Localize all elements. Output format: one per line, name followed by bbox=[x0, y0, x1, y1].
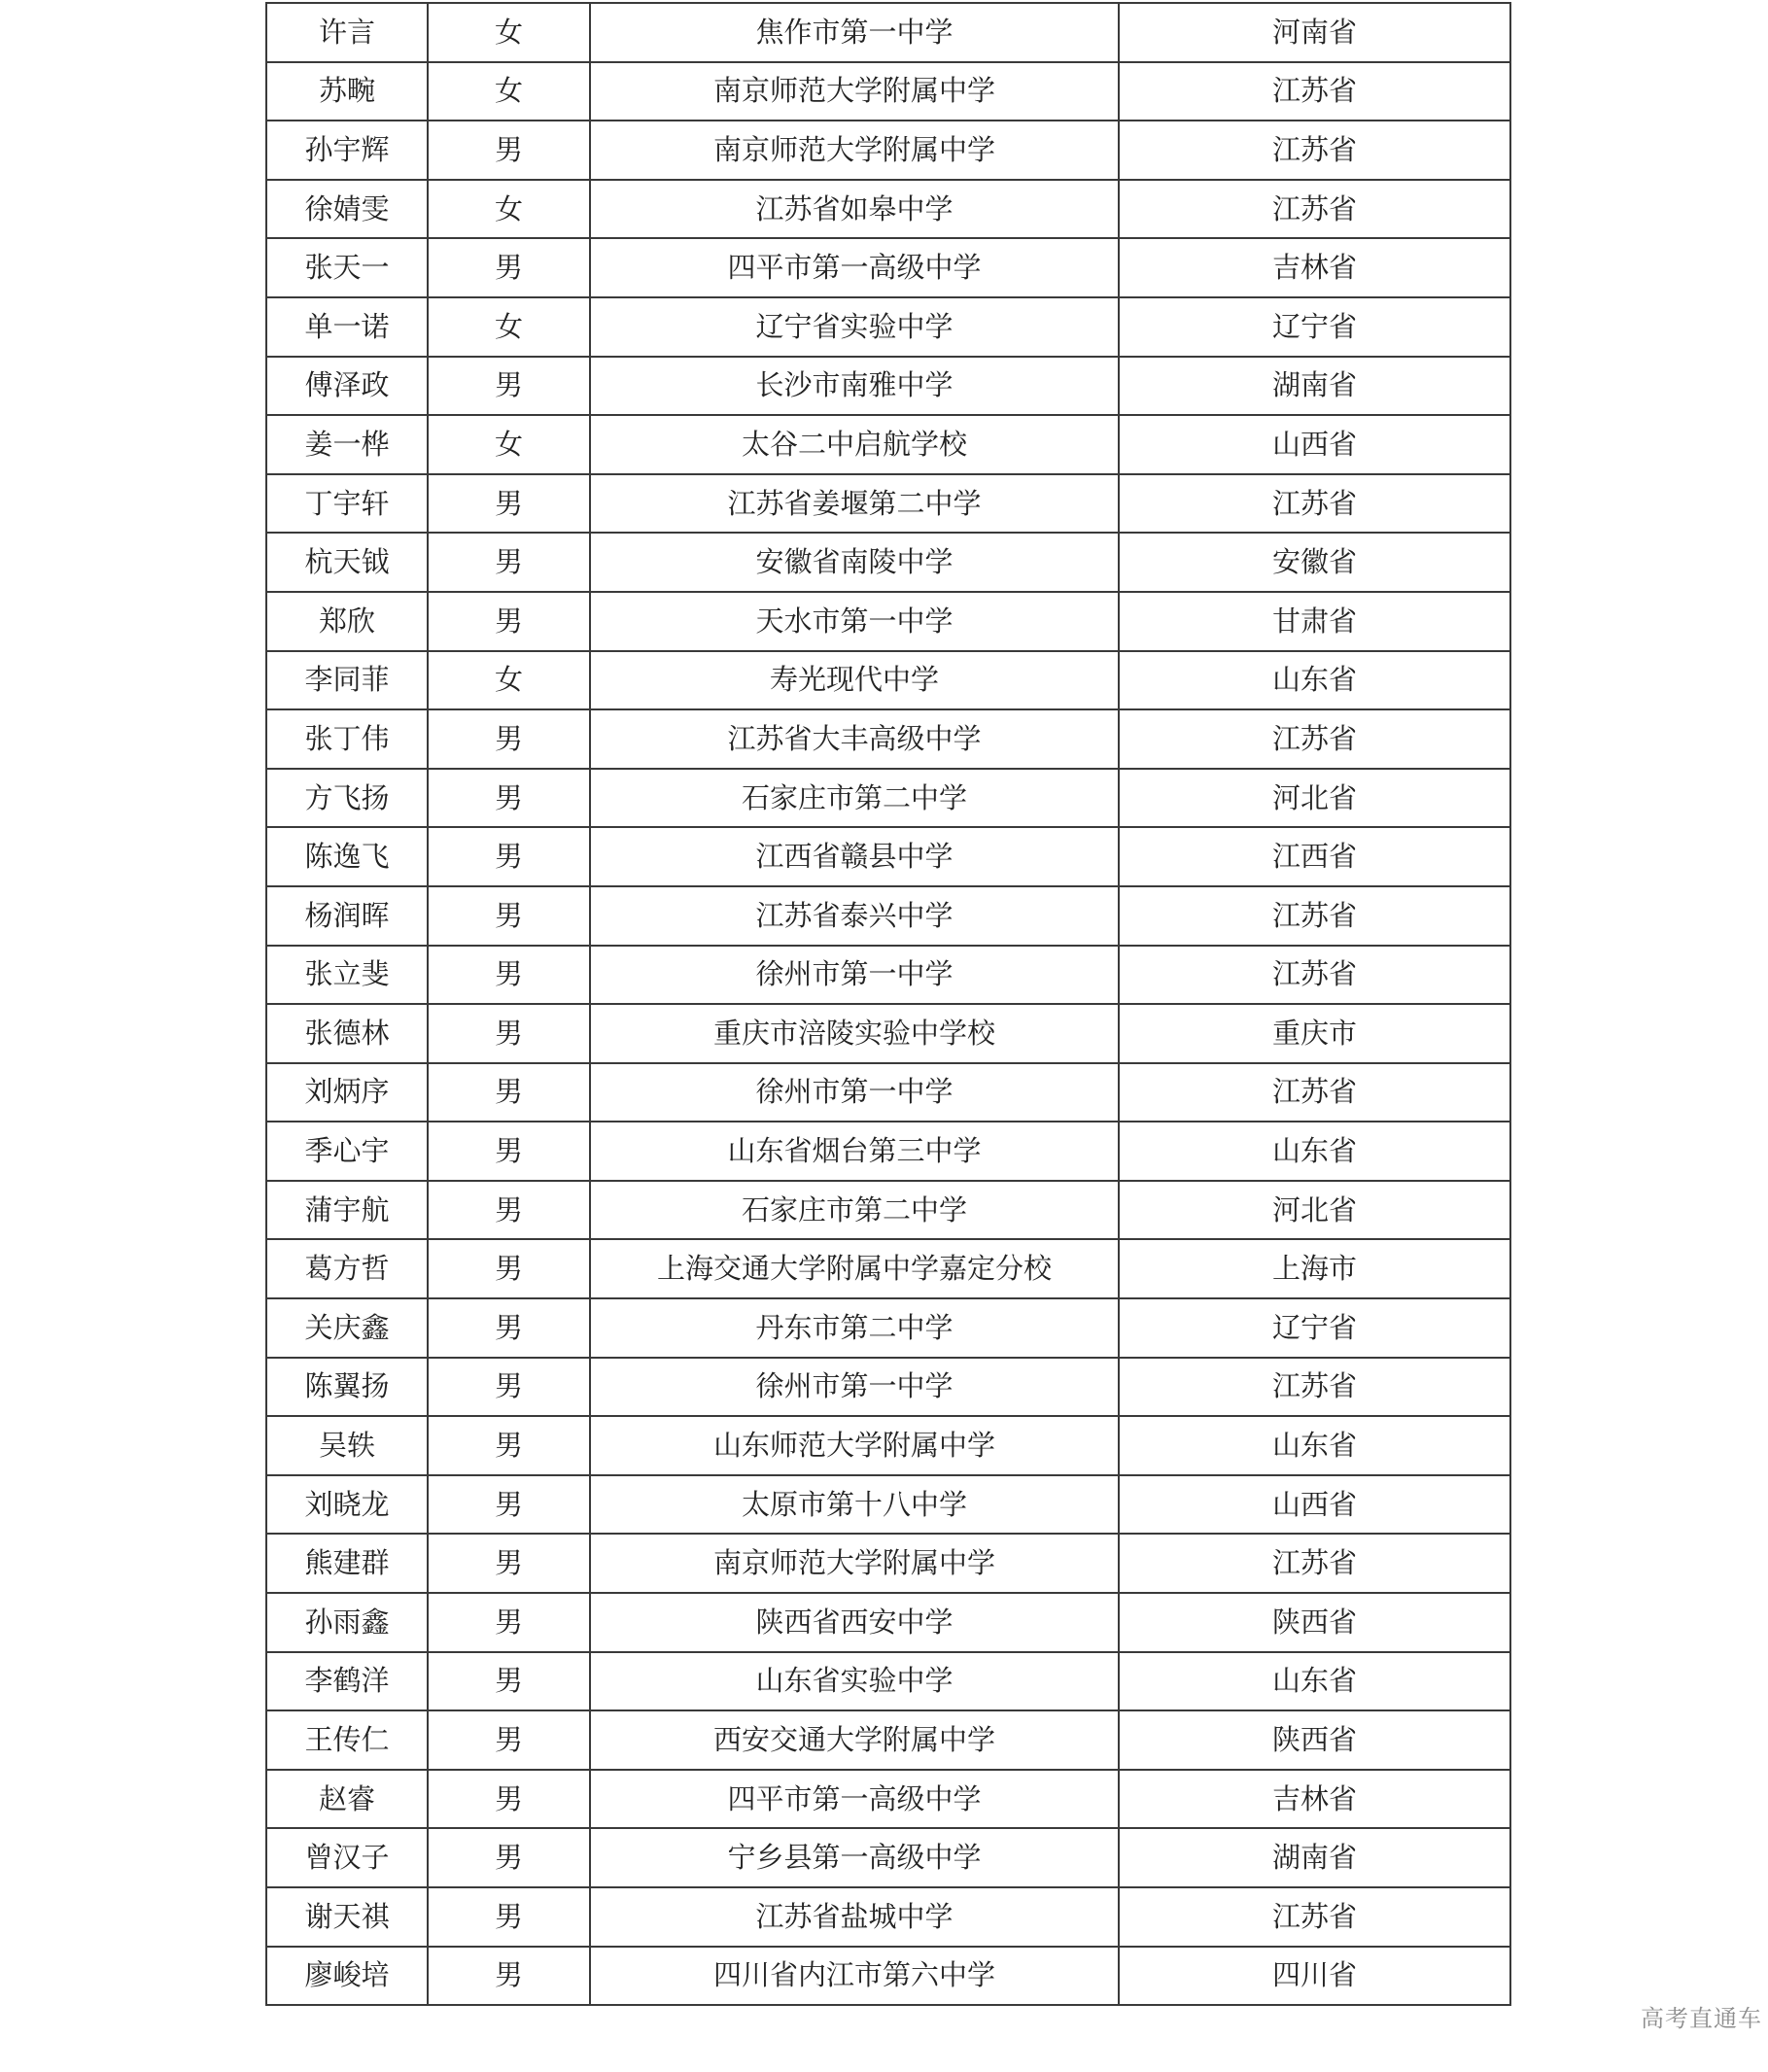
table-row bbox=[266, 474, 1510, 534]
student-name-cell: 赵睿 bbox=[266, 1770, 428, 1829]
table-row bbox=[266, 592, 1510, 651]
student-name-cell: 孙宇辉 bbox=[266, 121, 428, 180]
table-row bbox=[266, 946, 1510, 1005]
province-cell: 山东省 bbox=[1119, 1122, 1510, 1181]
gender-cell: 男 bbox=[428, 1416, 590, 1475]
gender-cell: 女 bbox=[428, 415, 590, 474]
student-name-cell: 李同菲 bbox=[266, 651, 428, 710]
gender-cell: 男 bbox=[428, 1593, 590, 1652]
watermark-text: 高考直通车 bbox=[1641, 2005, 1762, 2032]
province-cell: 山东省 bbox=[1119, 1652, 1510, 1711]
province-cell: 江苏省 bbox=[1119, 946, 1510, 1005]
gender-cell: 男 bbox=[428, 1770, 590, 1829]
school-cell: 安徽省南陵中学 bbox=[590, 533, 1119, 592]
student-name-cell: 陈翼扬 bbox=[266, 1358, 428, 1417]
province-cell: 湖南省 bbox=[1119, 357, 1510, 416]
province-cell: 山西省 bbox=[1119, 415, 1510, 474]
school-cell: 南京师范大学附属中学 bbox=[590, 121, 1119, 180]
table-row bbox=[266, 1122, 1510, 1181]
province-cell: 吉林省 bbox=[1119, 238, 1510, 297]
gender-cell: 男 bbox=[428, 1122, 590, 1181]
table-row bbox=[266, 62, 1510, 121]
school-cell: 四平市第一高级中学 bbox=[590, 1770, 1119, 1829]
school-cell: 南京师范大学附属中学 bbox=[590, 62, 1119, 121]
table-row bbox=[266, 357, 1510, 416]
table-row bbox=[266, 533, 1510, 592]
school-cell: 四川省内江市第六中学 bbox=[590, 1947, 1119, 2006]
gender-cell: 男 bbox=[428, 1298, 590, 1358]
school-cell: 寿光现代中学 bbox=[590, 651, 1119, 710]
school-cell: 山东省实验中学 bbox=[590, 1652, 1119, 1711]
school-cell: 江西省赣县中学 bbox=[590, 827, 1119, 886]
province-cell: 江苏省 bbox=[1119, 180, 1510, 239]
table-row bbox=[266, 1710, 1510, 1770]
student-name-cell: 吴轶 bbox=[266, 1416, 428, 1475]
province-cell: 山东省 bbox=[1119, 651, 1510, 710]
province-cell: 江苏省 bbox=[1119, 1534, 1510, 1593]
gender-cell: 男 bbox=[428, 1181, 590, 1240]
province-cell: 陕西省 bbox=[1119, 1710, 1510, 1770]
student-name-cell: 刘炳序 bbox=[266, 1063, 428, 1122]
table-row bbox=[266, 1416, 1510, 1475]
gender-cell: 男 bbox=[428, 1828, 590, 1887]
school-cell: 上海交通大学附属中学嘉定分校 bbox=[590, 1239, 1119, 1298]
gender-cell: 男 bbox=[428, 1239, 590, 1298]
province-cell: 山西省 bbox=[1119, 1475, 1510, 1535]
school-cell: 徐州市第一中学 bbox=[590, 1063, 1119, 1122]
student-name-cell: 姜一桦 bbox=[266, 415, 428, 474]
gender-cell: 女 bbox=[428, 62, 590, 121]
table-row bbox=[266, 1534, 1510, 1593]
province-cell: 湖南省 bbox=[1119, 1828, 1510, 1887]
table-row bbox=[266, 1593, 1510, 1652]
table-row bbox=[266, 180, 1510, 239]
province-cell: 江苏省 bbox=[1119, 886, 1510, 946]
school-cell: 西安交通大学附属中学 bbox=[590, 1710, 1119, 1770]
school-cell: 石家庄市第二中学 bbox=[590, 769, 1119, 828]
student-name-cell: 廖峻培 bbox=[266, 1947, 428, 2006]
roster-body bbox=[266, 3, 1510, 2005]
gender-cell: 男 bbox=[428, 238, 590, 297]
school-cell: 山东师范大学附属中学 bbox=[590, 1416, 1119, 1475]
gender-cell: 男 bbox=[428, 1475, 590, 1535]
gender-cell: 男 bbox=[428, 709, 590, 769]
student-name-cell: 熊建群 bbox=[266, 1534, 428, 1593]
table-row bbox=[266, 1181, 1510, 1240]
gender-cell: 男 bbox=[428, 1710, 590, 1770]
student-name-cell: 傅泽政 bbox=[266, 357, 428, 416]
gender-cell: 男 bbox=[428, 533, 590, 592]
school-cell: 徐州市第一中学 bbox=[590, 1358, 1119, 1417]
table-row bbox=[266, 121, 1510, 180]
gender-cell: 男 bbox=[428, 1947, 590, 2006]
student-name-cell: 孙雨鑫 bbox=[266, 1593, 428, 1652]
table-row bbox=[266, 709, 1510, 769]
gender-cell: 女 bbox=[428, 180, 590, 239]
student-name-cell: 张丁伟 bbox=[266, 709, 428, 769]
table-row bbox=[266, 1947, 1510, 2006]
student-roster-table bbox=[265, 2, 1511, 2006]
school-cell: 南京师范大学附属中学 bbox=[590, 1534, 1119, 1593]
student-name-cell: 徐婧雯 bbox=[266, 180, 428, 239]
table-row bbox=[266, 238, 1510, 297]
province-cell: 重庆市 bbox=[1119, 1004, 1510, 1063]
province-cell: 辽宁省 bbox=[1119, 1298, 1510, 1358]
student-name-cell: 单一诺 bbox=[266, 297, 428, 357]
student-name-cell: 杨润晖 bbox=[266, 886, 428, 946]
table-row bbox=[266, 297, 1510, 357]
table-row bbox=[266, 3, 1510, 62]
school-cell: 焦作市第一中学 bbox=[590, 3, 1119, 62]
student-name-cell: 张德林 bbox=[266, 1004, 428, 1063]
province-cell: 江西省 bbox=[1119, 827, 1510, 886]
gender-cell: 男 bbox=[428, 357, 590, 416]
gender-cell: 男 bbox=[428, 769, 590, 828]
table-row bbox=[266, 1004, 1510, 1063]
province-cell: 江苏省 bbox=[1119, 121, 1510, 180]
province-cell: 陕西省 bbox=[1119, 1593, 1510, 1652]
province-cell: 四川省 bbox=[1119, 1947, 1510, 2006]
table-row bbox=[266, 651, 1510, 710]
province-cell: 甘肃省 bbox=[1119, 592, 1510, 651]
gender-cell: 男 bbox=[428, 886, 590, 946]
gender-cell: 男 bbox=[428, 1063, 590, 1122]
gender-cell: 女 bbox=[428, 3, 590, 62]
school-cell: 江苏省泰兴中学 bbox=[590, 886, 1119, 946]
student-name-cell: 季心宇 bbox=[266, 1122, 428, 1181]
table-row bbox=[266, 769, 1510, 828]
gender-cell: 女 bbox=[428, 297, 590, 357]
school-cell: 江苏省大丰高级中学 bbox=[590, 709, 1119, 769]
province-cell: 江苏省 bbox=[1119, 1887, 1510, 1947]
province-cell: 河北省 bbox=[1119, 769, 1510, 828]
province-cell: 江苏省 bbox=[1119, 709, 1510, 769]
table-row bbox=[266, 827, 1510, 886]
student-name-cell: 许言 bbox=[266, 3, 428, 62]
gender-cell: 男 bbox=[428, 827, 590, 886]
province-cell: 辽宁省 bbox=[1119, 297, 1510, 357]
school-cell: 石家庄市第二中学 bbox=[590, 1181, 1119, 1240]
province-cell: 河北省 bbox=[1119, 1181, 1510, 1240]
student-name-cell: 张天一 bbox=[266, 238, 428, 297]
student-name-cell: 关庆鑫 bbox=[266, 1298, 428, 1358]
gender-cell: 男 bbox=[428, 592, 590, 651]
table-row bbox=[266, 1887, 1510, 1947]
school-cell: 四平市第一高级中学 bbox=[590, 238, 1119, 297]
province-cell: 上海市 bbox=[1119, 1239, 1510, 1298]
student-name-cell: 丁宇轩 bbox=[266, 474, 428, 534]
school-cell: 陕西省西安中学 bbox=[590, 1593, 1119, 1652]
gender-cell: 男 bbox=[428, 474, 590, 534]
school-cell: 长沙市南雅中学 bbox=[590, 357, 1119, 416]
province-cell: 山东省 bbox=[1119, 1416, 1510, 1475]
gender-cell: 男 bbox=[428, 1358, 590, 1417]
student-name-cell: 刘晓龙 bbox=[266, 1475, 428, 1535]
student-name-cell: 谢天祺 bbox=[266, 1887, 428, 1947]
gender-cell: 女 bbox=[428, 651, 590, 710]
school-cell: 辽宁省实验中学 bbox=[590, 297, 1119, 357]
province-cell: 安徽省 bbox=[1119, 533, 1510, 592]
student-name-cell: 苏畹 bbox=[266, 62, 428, 121]
table-row bbox=[266, 1298, 1510, 1358]
school-cell: 江苏省盐城中学 bbox=[590, 1887, 1119, 1947]
province-cell: 河南省 bbox=[1119, 3, 1510, 62]
gender-cell: 男 bbox=[428, 1887, 590, 1947]
school-cell: 徐州市第一中学 bbox=[590, 946, 1119, 1005]
school-cell: 江苏省姜堰第二中学 bbox=[590, 474, 1119, 534]
province-cell: 吉林省 bbox=[1119, 1770, 1510, 1829]
table-row bbox=[266, 1828, 1510, 1887]
province-cell: 江苏省 bbox=[1119, 1358, 1510, 1417]
student-name-cell: 方飞扬 bbox=[266, 769, 428, 828]
student-name-cell: 杭天钺 bbox=[266, 533, 428, 592]
table-row bbox=[266, 1239, 1510, 1298]
student-name-cell: 张立斐 bbox=[266, 946, 428, 1005]
table-row bbox=[266, 1358, 1510, 1417]
school-cell: 丹东市第二中学 bbox=[590, 1298, 1119, 1358]
student-name-cell: 蒲宇航 bbox=[266, 1181, 428, 1240]
student-name-cell: 王传仁 bbox=[266, 1710, 428, 1770]
student-name-cell: 陈逸飞 bbox=[266, 827, 428, 886]
gender-cell: 男 bbox=[428, 1652, 590, 1711]
school-cell: 太原市第十八中学 bbox=[590, 1475, 1119, 1535]
table-row bbox=[266, 1475, 1510, 1535]
gender-cell: 男 bbox=[428, 1004, 590, 1063]
table-row bbox=[266, 1652, 1510, 1711]
school-cell: 重庆市涪陵实验中学校 bbox=[590, 1004, 1119, 1063]
table-row bbox=[266, 415, 1510, 474]
school-cell: 太谷二中启航学校 bbox=[590, 415, 1119, 474]
province-cell: 江苏省 bbox=[1119, 62, 1510, 121]
student-name-cell: 李鹤洋 bbox=[266, 1652, 428, 1711]
school-cell: 宁乡县第一高级中学 bbox=[590, 1828, 1119, 1887]
gender-cell: 男 bbox=[428, 1534, 590, 1593]
gender-cell: 男 bbox=[428, 121, 590, 180]
table-row bbox=[266, 886, 1510, 946]
school-cell: 山东省烟台第三中学 bbox=[590, 1122, 1119, 1181]
student-name-cell: 葛方哲 bbox=[266, 1239, 428, 1298]
province-cell: 江苏省 bbox=[1119, 1063, 1510, 1122]
table-row bbox=[266, 1770, 1510, 1829]
school-cell: 天水市第一中学 bbox=[590, 592, 1119, 651]
student-name-cell: 郑欣 bbox=[266, 592, 428, 651]
school-cell: 江苏省如皋中学 bbox=[590, 180, 1119, 239]
gender-cell: 男 bbox=[428, 946, 590, 1005]
table-row bbox=[266, 1063, 1510, 1122]
province-cell: 江苏省 bbox=[1119, 474, 1510, 534]
student-name-cell: 曾汉子 bbox=[266, 1828, 428, 1887]
